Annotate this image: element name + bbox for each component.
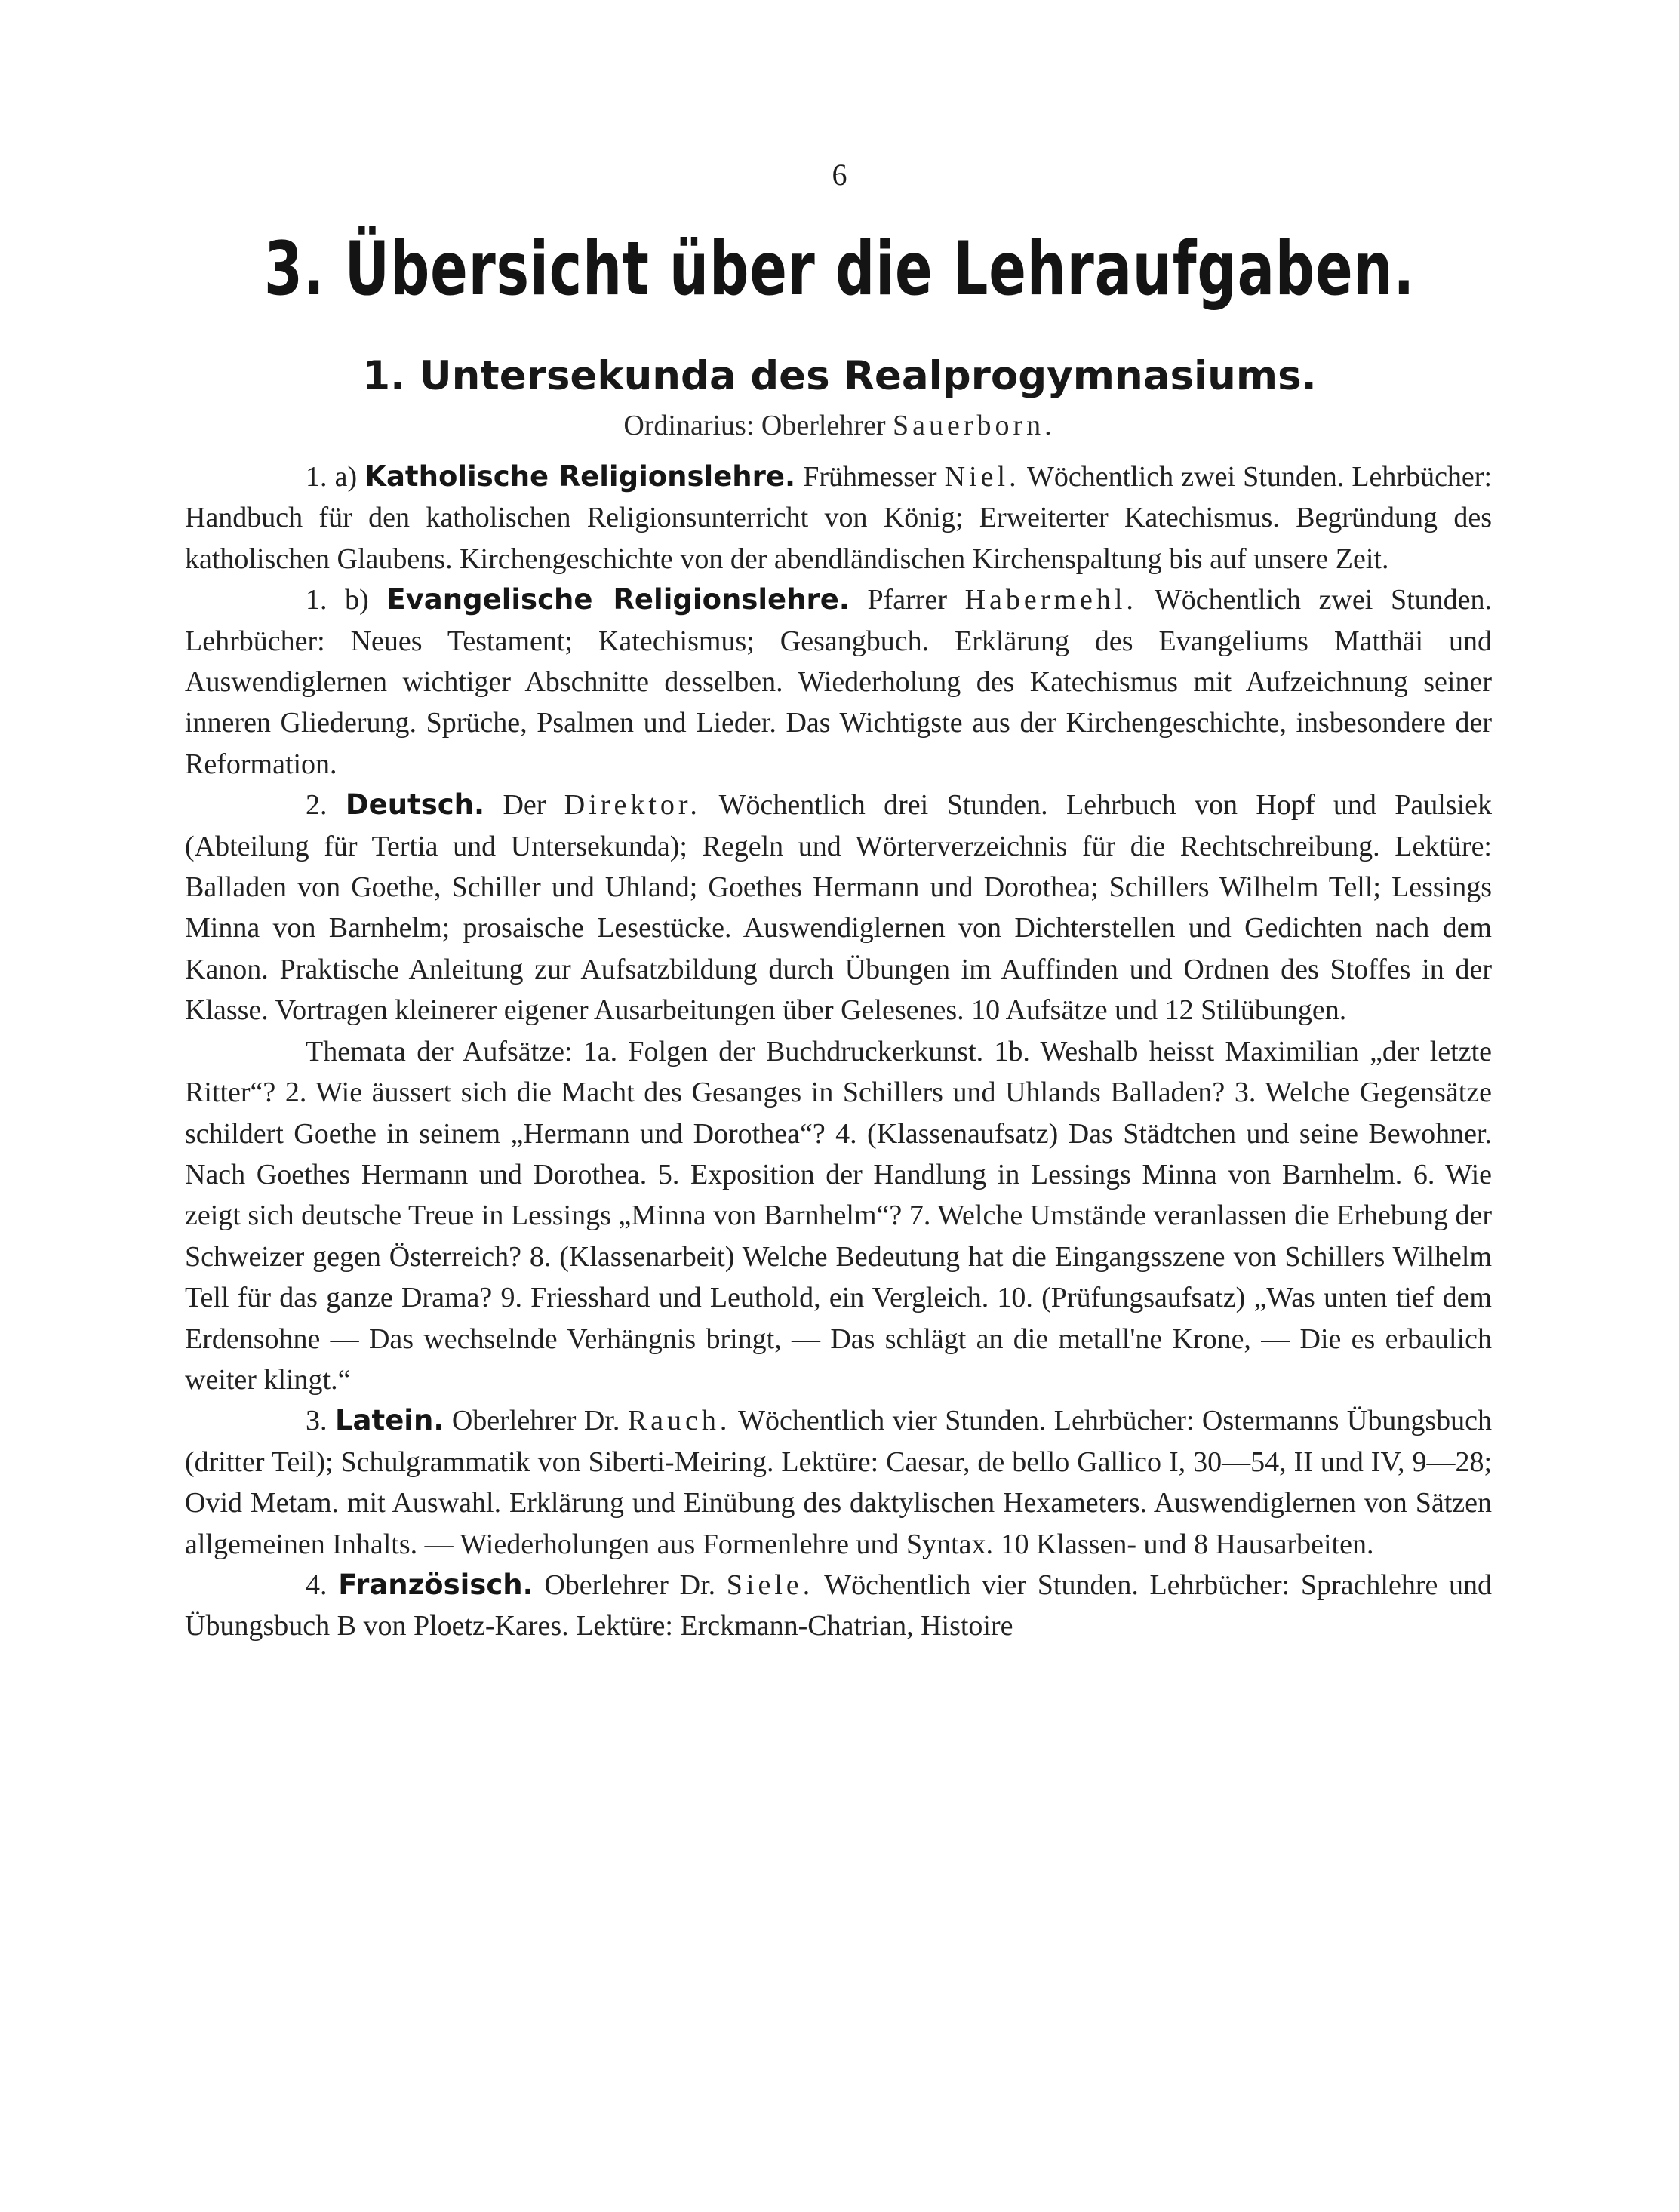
paragraph-protestant-religion <box>185 579 1492 785</box>
teacher-name: Rauch. <box>627 1405 731 1437</box>
paragraph-french <box>185 1565 1492 1647</box>
paragraph-text: Der <box>484 789 564 822</box>
paragraph-number: 2. <box>306 789 346 822</box>
paragraph-text: Frühmesser <box>795 461 945 493</box>
teacher-name: Direktor. <box>564 789 701 822</box>
paragraph-number: 1. b) <box>306 584 387 616</box>
page-number: 6 <box>832 158 847 192</box>
paragraph-number: 4. <box>306 1568 339 1601</box>
ordinarius-line <box>0 409 1679 442</box>
page-title: 3. Übersicht über die Lehraufgaben. <box>263 226 1416 312</box>
subject-heading: Latein. <box>334 1404 444 1437</box>
paragraph-text: Wöchentlich drei Stunden. Lehrbuch von Hopf und Paulsiek (Abteilung für Tertia und Untersekunda); Regeln und Wörterverzeichnis für die Rechtschreibung. Lektüre: Balladen von Goethe, Schiller und Uhland; Goethes Hermann und Dorothea; Schillers Wilhelm Tell; Lessings Minna von Barnhelm; prosaische Lesestücke. Auswendiglernen von Dichterstellen und Gedichten nach dem Kanon. Praktische Anleitung zur Aufsatzbildung durch Übungen im Auffinden und Ordnen des Stoffes in der Klasse. Vortragen kleinerer eigener Ausarbeitungen über Gelesenes. 10 Aufsätze und 12 Stilübungen. <box>185 789 1493 1027</box>
paragraph-text: Themata der Aufsätze: 1a. Folgen der Buchdruckerkunst. 1b. Weshalb heisst Maximilian „der letzte Ritter“? 2. Wie äussert sich die Macht des Gesanges in Schillers und Uhlands Balladen? 3. Welche Gegensätze schildert Goethe in seinem „Hermann und Dorothea“? 4. (Klassenaufsatz) Das Städtchen und seine Bewohner. Nach Goethes Hermann und Dorothea. 5. Exposition der Handlung in Lessings Minna von Barnhelm. 6. Wie zeigt sich deutsche Treue in Lessings „Minna von Barnhelm“? 7. Welche Umstände veranlassen die Erhebung der Schweizer gegen Österreich? 8. (Klassenarbeit) Welche Bedeutung hat die Eingangsszene von Schillers Wilhelm Tell für das ganze Drama? 9. Friesshard und Leuthold, ein Vergleich. 10. (Prüfungsaufsatz) „Was unten tief dem Erdensohne — Das wechselnde Verhängnis bringt, — Das schlägt an die metall'ne Krone, — Die es erbaulich weiter klingt.“ <box>185 1035 1492 1396</box>
ordinarius-name: Sauerborn. <box>892 410 1056 441</box>
paragraph-text: Wöchentlich zwei Stunden. Lehrbücher: Neues Testament; Katechismus; Gesangbuch. Erklärung des Evangeliums Matthäi und Auswendiglernen wichtiger Abschnitte desselben. Wiederholung des Katechismus mit Aufzeichnung seiner inneren Gliederung. Sprüche, Psalmen und Lieder. Das Wichtigste aus der Kirchengeschichte, insbesondere der Reformation. <box>185 584 1493 780</box>
teacher-name: Niel. <box>944 461 1020 493</box>
paragraph-essay-topics <box>185 1031 1492 1401</box>
section-title: 1. Untersekunda des Realprogymnasiums. <box>362 353 1317 399</box>
paragraph-text: Pfarrer <box>849 584 965 616</box>
teacher-name: Habermehl. <box>964 584 1137 616</box>
body-text <box>185 456 1492 1647</box>
paragraph-text: Wöchentlich vier Stunden. Lehrbücher: Sprachlehre und Übungsbuch B von Ploetz-Kares. Lektüre: Erckmann-Chatrian, Histoire <box>185 1568 1493 1642</box>
subject-heading: Katholische Religionslehre. <box>364 460 796 493</box>
paragraph-text: Oberlehrer Dr. <box>444 1405 628 1437</box>
ordinarius-label: Ordinarius: Oberlehrer <box>623 410 893 441</box>
teacher-name: Siele. <box>726 1568 814 1601</box>
paragraph-text: Wöchentlich vier Stunden. Lehrbücher: Ostermanns Übungsbuch (dritter Teil); Schulgrammatik von Siberti-Meiring. Lektüre: Caesar, de bello Gallico I, 30—54, II und IV, 9—28; Ovid Metam. mit Auswahl. Erklärung und Einübung des daktylischen Hexameters. Auswendiglernen von Sätzen allgemeinen Inhalts. — Wiederholungen aus Formenlehre und Syntax. 10 Klassen- und 8 Hausarbeiten. <box>185 1405 1493 1560</box>
paragraph-text: Oberlehrer Dr. <box>533 1568 727 1601</box>
subject-heading: Deutsch. <box>345 788 485 822</box>
paragraph-latin <box>185 1400 1492 1565</box>
paragraph-catholic-religion <box>185 456 1492 579</box>
subject-heading: Französisch. <box>338 1568 534 1601</box>
paragraph-number: 3. <box>306 1405 335 1437</box>
paragraph-text: Wöchentlich zwei Stunden. Lehrbücher: Handbuch für den katholischen Religionsunterricht von König; Erweiterter Katechismus. Begründung des katholischen Glaubens. Kirchengeschichte von der abendländischen Kirchenspaltung bis auf unsere Zeit. <box>185 461 1493 575</box>
subject-heading: Evangelische Religionslehre. <box>386 583 850 616</box>
paragraph-german <box>185 785 1492 1031</box>
paragraph-number: 1. a) <box>306 461 365 493</box>
